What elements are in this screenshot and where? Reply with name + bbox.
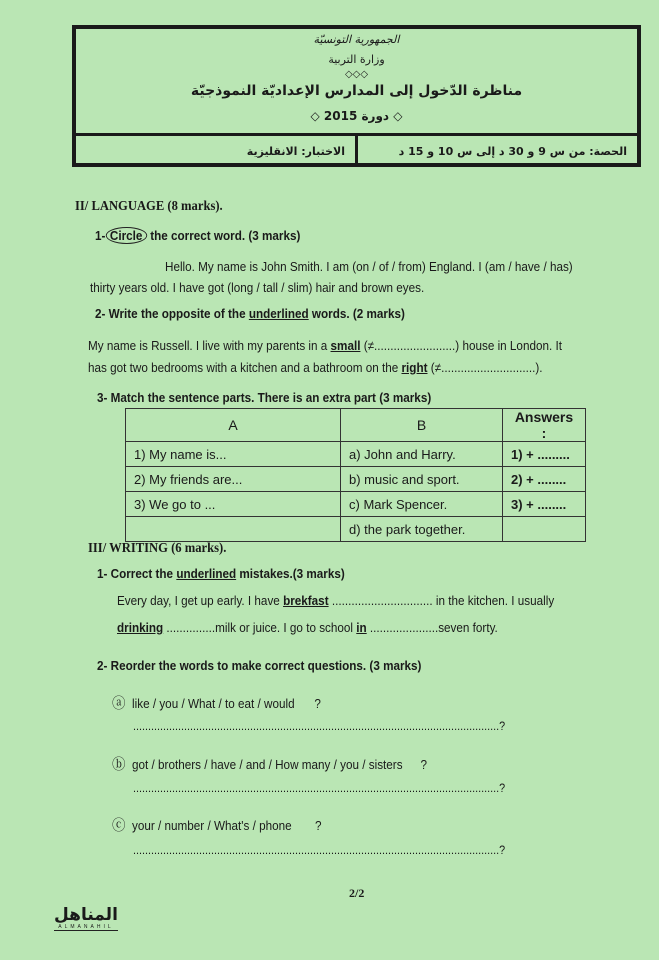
words: like / you / What / to eat / would	[132, 696, 295, 711]
q2-line1	[88, 338, 562, 353]
underlined-word: drinking	[117, 620, 164, 635]
text: has got two bedrooms with a kitchen and a bathroom on the	[88, 360, 402, 375]
answer-line-a[interactable]: ..........................................................................................................................?	[133, 719, 506, 733]
marker: ⓒ	[112, 817, 126, 834]
cell: a) John and Harry.	[341, 442, 503, 467]
question-mark: ?	[314, 696, 321, 711]
underlined-word: brekfast	[283, 593, 329, 608]
match-table	[125, 408, 586, 542]
question-mark: ?	[315, 818, 322, 833]
section-language-title: II/ LANGUAGE (8 marks).	[75, 199, 223, 214]
cell: b) music and sport.	[341, 467, 503, 492]
w2-title: 2- Reorder the words to make correct questions. (3 marks)	[97, 658, 422, 673]
ministry-label: وزارة التربية	[328, 53, 385, 66]
table-header-row	[126, 409, 586, 442]
text: .....................seven forty.	[366, 620, 498, 635]
cell: 1) My name is...	[126, 442, 341, 467]
reorder-item-a	[112, 692, 321, 713]
cell	[126, 517, 341, 542]
answer-cell: 1) + .........	[503, 442, 586, 467]
text: (≠.............................).	[427, 360, 543, 375]
q1-line2: thirty years old. I have got (long / tall / slim) hair and brown eyes.	[90, 280, 425, 295]
answer-cell: 2) + ........	[503, 467, 586, 492]
cell: d) the park together.	[341, 517, 503, 542]
text: My name is Russell. I live with my parents in a	[88, 338, 331, 353]
exam-header	[72, 25, 641, 167]
republic-label: الجمهورية التونسيّة	[313, 33, 400, 46]
page-number: 2/2	[349, 886, 365, 900]
words: got / brothers / have / and / How many / you / sisters	[132, 757, 403, 772]
logo-latin: ALMANAHIL	[54, 924, 118, 931]
text: 2- Write the opposite of the	[95, 306, 249, 321]
text: ............................... in the kitchen. I usually	[328, 593, 555, 608]
marker: ⓐ	[112, 695, 126, 712]
q3-title: 3- Match the sentence parts. There is an extra part (3 marks)	[97, 390, 432, 405]
w1-line2	[117, 620, 498, 635]
table-row	[126, 442, 586, 467]
text: 1- Correct the	[97, 566, 177, 581]
underlined-word: in	[356, 620, 367, 635]
cell: c) Mark Spencer.	[341, 492, 503, 517]
text: Every day, I get up early. I have	[117, 593, 284, 608]
w1-line1	[117, 593, 554, 608]
text: mistakes.(3 marks)	[236, 566, 345, 581]
answer-cell: 3) + ........	[503, 492, 586, 517]
text: words. (2 marks)	[308, 306, 405, 321]
circle-word: Circle	[105, 227, 147, 244]
marker: ⓑ	[112, 756, 126, 773]
table-row	[126, 517, 586, 542]
w1-title	[97, 566, 345, 581]
q1-instruction: the correct word. (3 marks)	[150, 228, 301, 243]
almanahil-logo	[54, 906, 118, 931]
underlined-word: small	[330, 338, 361, 353]
answer-line-c[interactable]: ..........................................................................................................................?	[133, 843, 506, 857]
column-a-header: A	[126, 409, 341, 442]
text: (≠.........................) house in London. It	[360, 338, 562, 353]
reorder-item-b	[112, 753, 427, 774]
q1-title	[95, 228, 300, 243]
q1-number: 1-	[95, 228, 106, 243]
table-row	[126, 467, 586, 492]
underlined-text: underlined	[248, 306, 309, 321]
ornament: ◇◇◇	[344, 69, 369, 80]
logo-arabic: المناهل	[54, 905, 118, 925]
cell: 3) We go to ...	[126, 492, 341, 517]
q2-line2	[88, 360, 542, 375]
reorder-item-c	[112, 814, 322, 835]
exam-title: مناظرة الدّخول إلى المدارس الإعداديّة النموذجيّة	[190, 83, 523, 99]
time-cell: الحصة: من س 9 و 30 د إلى س 10 و 15 د	[355, 136, 637, 166]
q2-title	[95, 306, 405, 321]
session-label: ◇ دورة 2015 ◇	[310, 109, 403, 123]
words: your / number / What's / phone	[132, 818, 292, 833]
column-b-header: B	[341, 409, 503, 442]
underlined-word: right	[401, 360, 428, 375]
answer-cell	[503, 517, 586, 542]
subject-cell: الاختبار: الانقليزية	[246, 144, 345, 158]
answers-header: Answers :	[503, 409, 586, 442]
text: ...............milk or juice. I go to school	[163, 620, 357, 635]
q1-line1: Hello. My name is John Smith. I am (on / of / from) England. I (am / have / has)	[165, 259, 573, 274]
answer-line-b[interactable]: ..........................................................................................................................?	[133, 781, 506, 795]
question-mark: ?	[420, 757, 428, 772]
underlined-text: underlined	[176, 566, 237, 581]
section-writing-title: III/ WRITING (6 marks).	[88, 541, 227, 556]
table-row	[126, 492, 586, 517]
cell: 2) My friends are...	[126, 467, 341, 492]
